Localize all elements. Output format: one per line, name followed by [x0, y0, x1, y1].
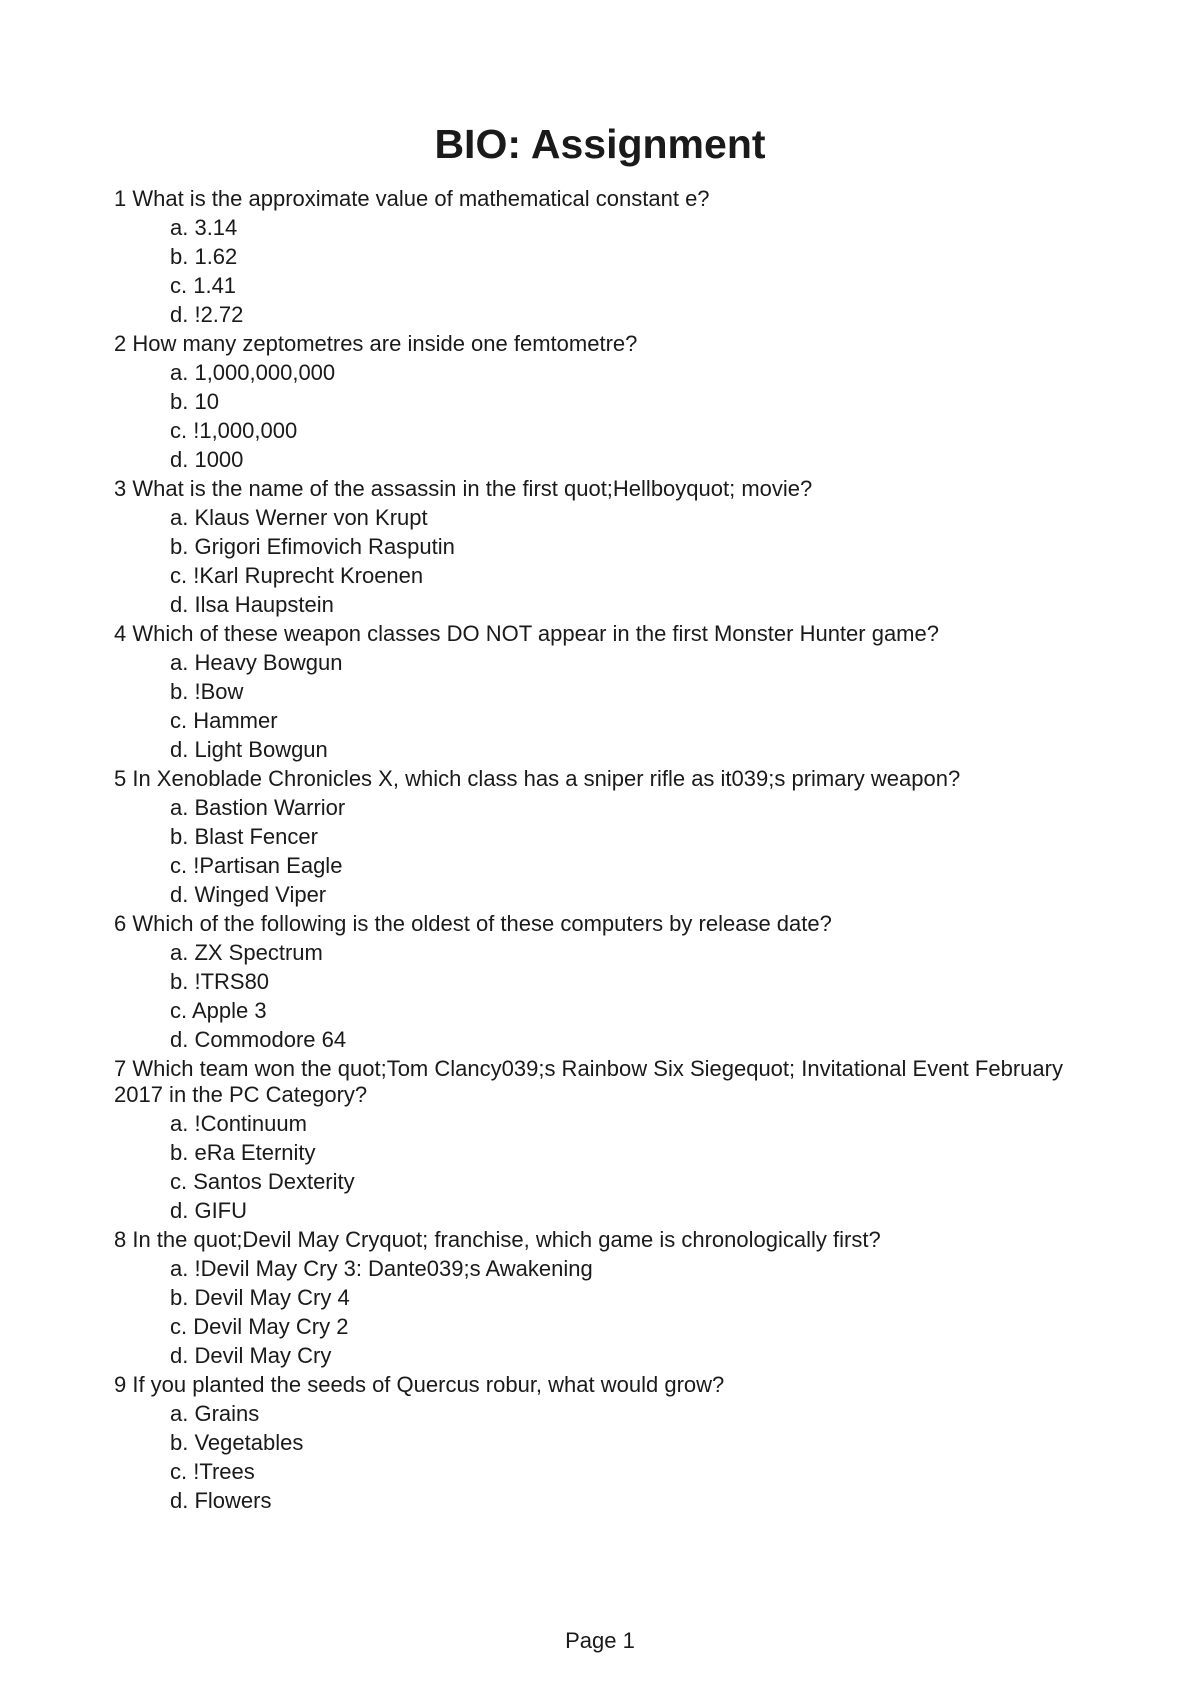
- question-text: 9 If you planted the seeds of Quercus robur, what would grow?: [114, 1372, 725, 1397]
- option-c: c. Devil May Cry 2: [170, 1314, 349, 1339]
- option-a: a. Grains: [170, 1401, 260, 1426]
- option-a: a. Heavy Bowgun: [170, 650, 343, 675]
- option-b: b. !Bow: [170, 679, 244, 704]
- option-c: c. Hammer: [170, 708, 278, 733]
- option-list: [114, 1256, 1074, 1372]
- option-c: c. !1,000,000: [170, 418, 298, 443]
- question-item: [114, 766, 1074, 911]
- option-d: d. Commodore 64: [170, 1027, 347, 1052]
- option-b: b. Devil May Cry 4: [170, 1285, 350, 1310]
- option-a: a. !Devil May Cry 3: Dante039;s Awakening: [170, 1256, 593, 1281]
- option-list: [114, 505, 1074, 621]
- option-d: d. Devil May Cry: [170, 1343, 332, 1368]
- option-d: d. Winged Viper: [170, 882, 327, 907]
- option-list: [114, 215, 1074, 331]
- option-c: c. !Trees: [170, 1459, 255, 1484]
- option-a: a. ZX Spectrum: [170, 940, 323, 965]
- option-c: c. Santos Dexterity: [170, 1169, 355, 1194]
- question-text: 3 What is the name of the assassin in the first quot;Hellboyquot; movie?: [114, 476, 813, 501]
- option-b: b. Blast Fencer: [170, 824, 318, 849]
- option-a: a. Klaus Werner von Krupt: [170, 505, 428, 530]
- option-d: d. Light Bowgun: [170, 737, 328, 762]
- option-b: b. 1.62: [170, 244, 238, 269]
- question-text: 7 Which team won the quot;Tom Clancy039;s Rainbow Six Siegequot; Invitational Event February 2017 in the PC Category?: [114, 1056, 1063, 1107]
- question-text: 8 In the quot;Devil May Cryquot; franchise, which game is chronologically first?: [114, 1227, 881, 1252]
- option-a: a. !Continuum: [170, 1111, 307, 1136]
- option-a: a. 3.14: [170, 215, 238, 240]
- option-list: [114, 650, 1074, 766]
- question-item: [114, 1372, 1074, 1517]
- page-title: BIO: Assignment: [434, 121, 766, 167]
- option-c: c. 1.41: [170, 273, 237, 298]
- question-text: 6 Which of the following is the oldest of these computers by release date?: [114, 911, 832, 936]
- question-item: [114, 476, 1074, 621]
- question-item: [114, 1227, 1074, 1372]
- option-d: d. Ilsa Haupstein: [170, 592, 334, 617]
- question-text: 5 In Xenoblade Chronicles X, which class has a sniper rifle as it039;s primary weapon?: [114, 766, 961, 791]
- option-c: c. Apple 3: [170, 998, 267, 1023]
- option-d: d. GIFU: [170, 1198, 248, 1223]
- page-number: Page 1: [565, 1628, 635, 1653]
- option-list: [114, 1401, 1074, 1517]
- question-text: 2 How many zeptometres are inside one femtometre?: [114, 331, 638, 356]
- option-d: d. 1000: [170, 447, 244, 472]
- option-d: d. Flowers: [170, 1488, 272, 1513]
- option-d: d. !2.72: [170, 302, 244, 327]
- option-a: a. Bastion Warrior: [170, 795, 346, 820]
- option-b: b. !TRS80: [170, 969, 270, 994]
- question-item: [114, 1056, 1074, 1227]
- question-text: 4 Which of these weapon classes DO NOT appear in the first Monster Hunter game?: [114, 621, 939, 646]
- question-list: [114, 186, 1074, 1517]
- option-list: [114, 795, 1074, 911]
- option-b: b. Vegetables: [170, 1430, 304, 1455]
- option-list: [114, 940, 1074, 1056]
- option-c: c. !Karl Ruprecht Kroenen: [170, 563, 424, 588]
- question-text: 1 What is the approximate value of mathematical constant e?: [114, 186, 710, 211]
- question-item: [114, 186, 1074, 331]
- option-list: [114, 1111, 1074, 1227]
- option-c: c. !Partisan Eagle: [170, 853, 343, 878]
- option-list: [114, 360, 1074, 476]
- option-a: a. 1,000,000,000: [170, 360, 336, 385]
- question-item: [114, 911, 1074, 1056]
- option-b: b. 10: [170, 389, 219, 414]
- question-item: [114, 331, 1074, 476]
- option-b: b. eRa Eternity: [170, 1140, 316, 1165]
- option-b: b. Grigori Efimovich Rasputin: [170, 534, 455, 559]
- question-item: [114, 621, 1074, 766]
